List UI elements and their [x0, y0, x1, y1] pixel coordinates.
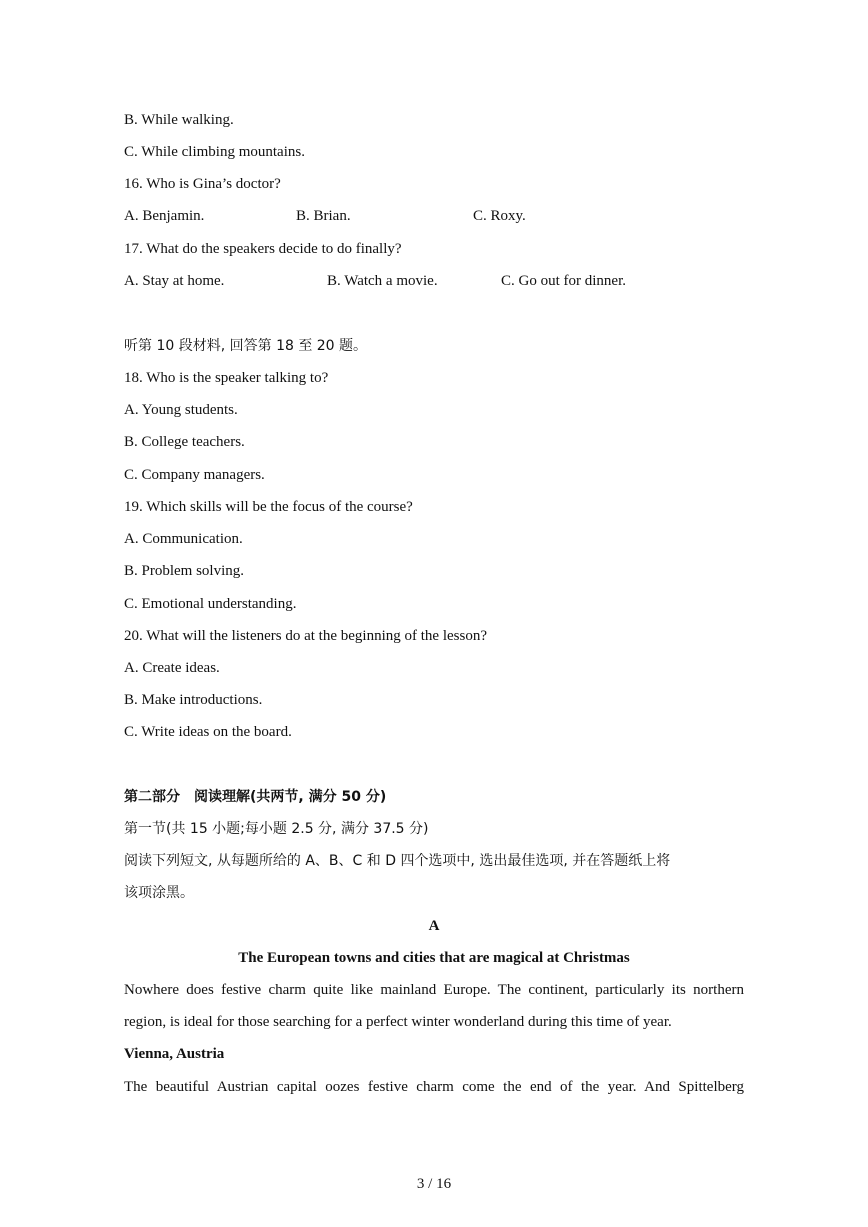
q16-option-c: C. Roxy. — [473, 208, 526, 224]
q20-option-c: C. Write ideas on the board. — [124, 724, 292, 740]
q17-option-a: A. Stay at home. — [124, 273, 225, 289]
q19-option-b: B. Problem solving. — [124, 563, 245, 579]
page-number: 3 / 16 — [416, 1176, 452, 1192]
q17-option-c: C. Go out for dinner. — [501, 273, 626, 289]
paragraph-line: Nowhere does festive charm quite like mainland Europe. The continent, particularly its northern — [124, 982, 744, 998]
option-line: B. While walking. — [124, 112, 234, 128]
section-one-heading: 第一节(共 15 小题;每小题 2.5 分, 满分 37.5 分) — [124, 821, 429, 837]
question-16: 16. Who is Gina’s doctor? — [124, 176, 281, 192]
section-heading-vienna: Vienna, Austria — [124, 1046, 225, 1062]
section-10-instruction: 听第 10 段材料, 回答第 18 至 20 题。 — [124, 338, 368, 354]
option-line: C. While climbing mountains. — [124, 144, 305, 160]
passage-title: The European towns and cities that are magical at Christmas — [238, 950, 630, 966]
q18-option-b: B. College teachers. — [124, 434, 245, 450]
q16-option-b: B. Brian. — [296, 208, 351, 224]
q16-option-a: A. Benjamin. — [124, 208, 205, 224]
q20-option-b: B. Make introductions. — [124, 692, 263, 708]
passage-letter: A — [428, 918, 440, 934]
q19-option-c: C. Emotional understanding. — [124, 596, 297, 612]
reading-instruction-line-2: 该项涂黑。 — [124, 885, 194, 901]
question-20: 20. What will the listeners do at the beginning of the lesson? — [124, 628, 487, 644]
question-18: 18. Who is the speaker talking to? — [124, 370, 329, 386]
q20-option-a: A. Create ideas. — [124, 660, 220, 676]
q18-option-a: A. Young students. — [124, 402, 238, 418]
q17-option-b: B. Watch a movie. — [327, 273, 438, 289]
part-two-heading: 第二部分 阅读理解(共两节, 满分 50 分) — [124, 789, 387, 805]
paragraph-line: region, is ideal for those searching for a perfect winter wonderland during this time of year. — [124, 1014, 672, 1030]
question-19: 19. Which skills will be the focus of the course? — [124, 499, 413, 515]
q18-option-c: C. Company managers. — [124, 467, 265, 483]
question-17: 17. What do the speakers decide to do finally? — [124, 241, 402, 257]
reading-instruction-line-1: 阅读下列短文, 从每题所给的 A、B、C 和 D 四个选项中, 选出最佳选项, 并在答题纸上将 — [124, 853, 671, 869]
paragraph-line: The beautiful Austrian capital oozes festive charm come the end of the year. And Spittelberg — [124, 1079, 744, 1095]
q19-option-a: A. Communication. — [124, 531, 243, 547]
